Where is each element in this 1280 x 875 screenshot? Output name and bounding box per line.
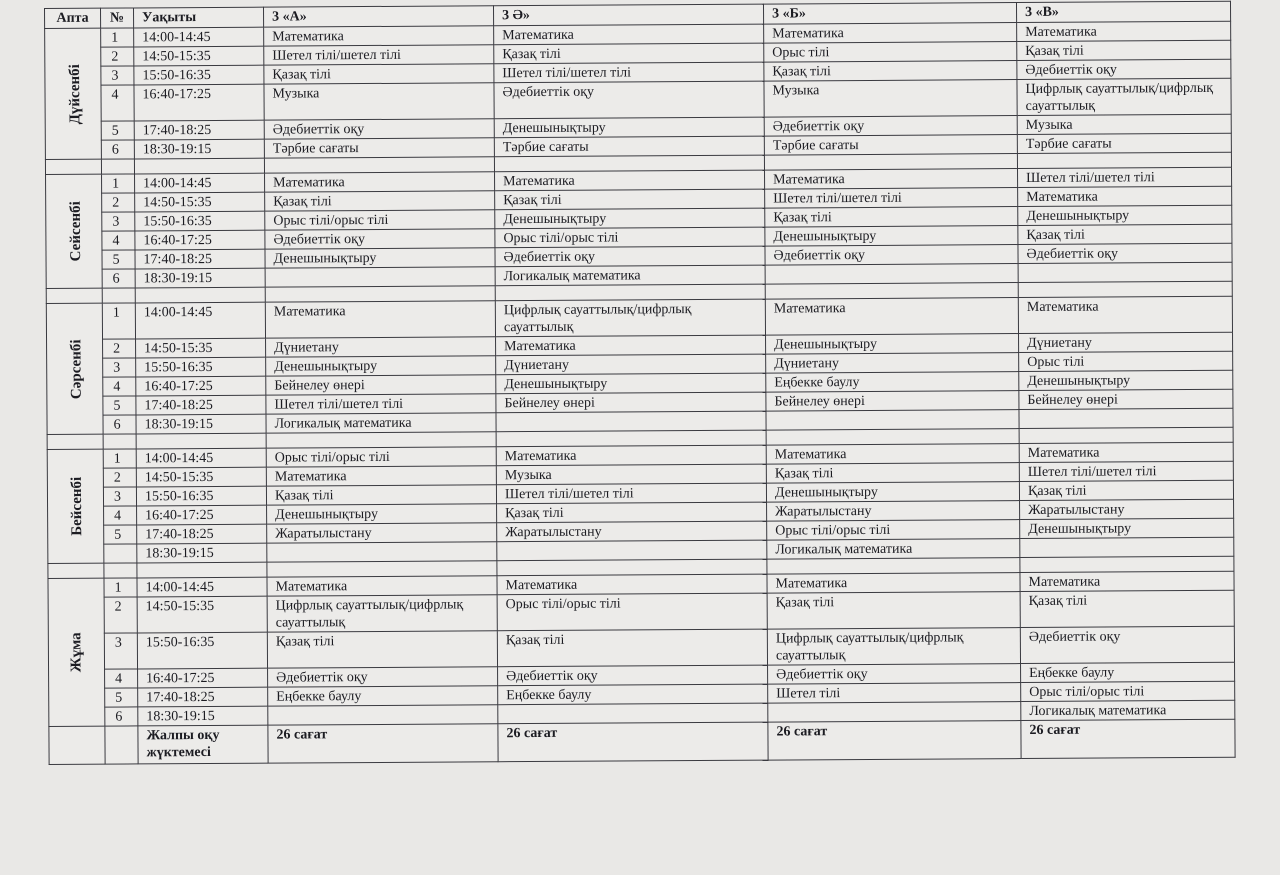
subject-cell: Математика — [497, 574, 767, 595]
subject-cell: Еңбекке баулу — [766, 372, 1019, 393]
subject-cell: Логикалық математика — [266, 413, 496, 433]
header-class-3v: 3 «В» — [1016, 1, 1230, 22]
subject-cell: Цифрлық сауаттылық/цифрлық сауаттылық — [1017, 78, 1231, 115]
subject-cell: Математика — [266, 466, 496, 486]
subject-cell: Әдебиеттік оқу — [764, 116, 1017, 137]
subject-cell: Денешынықтыру — [267, 504, 497, 524]
subject-cell: Цифрлық сауаттылық/цифрлық сауаттылық — [495, 299, 765, 337]
lesson-time: 17:40-18:25 — [137, 524, 267, 544]
empty-cell — [1017, 152, 1231, 168]
subject-cell: Дүниетану — [766, 353, 1019, 374]
timetable-body — [45, 21, 1235, 764]
lesson-number: 1 — [102, 303, 135, 339]
day-name: Сәрсенбі — [68, 338, 85, 399]
lesson-time: 18:30-19:15 — [135, 268, 265, 288]
header-class-3a: 3 «А» — [263, 6, 493, 27]
subject-cell: Орыс тілі/орыс тілі — [767, 520, 1020, 541]
subject-cell: Еңбекке баулу — [498, 684, 768, 705]
subject-cell — [498, 703, 768, 724]
empty-cell — [266, 432, 496, 448]
subject-cell: Дүниетану — [496, 354, 766, 375]
subject-cell: Бейнелеу өнері — [766, 391, 1019, 412]
subject-cell: Математика — [267, 576, 497, 596]
subject-cell: Қазақ тілі — [494, 43, 764, 64]
subject-cell: Математика — [1020, 571, 1234, 591]
lesson-number: 3 — [101, 66, 134, 85]
subject-cell: Жаратылыстану — [767, 501, 1020, 522]
lesson-time: 15:50-16:35 — [136, 486, 266, 506]
day-cell — [45, 28, 102, 159]
day-cell — [46, 303, 103, 434]
subject-cell: Логикалық математика — [767, 539, 1020, 560]
lesson-number: 3 — [103, 358, 136, 377]
lesson-time: 16:40-17:25 — [134, 84, 264, 121]
subject-cell: Тәрбие сағаты — [764, 135, 1017, 156]
subject-cell — [496, 411, 766, 432]
subject-cell: Тәрбие сағаты — [1017, 133, 1231, 153]
subject-cell: Математика — [496, 335, 766, 356]
empty-cell — [46, 288, 102, 303]
subject-cell: Әдебиеттік оқу — [498, 665, 768, 686]
subject-cell: Цифрлық сауаттылық/цифрлық сауаттылық — [767, 628, 1020, 666]
lesson-number: 4 — [102, 231, 135, 250]
day-name: Бейсенбі — [68, 476, 86, 536]
subject-cell: Еңбекке баулу — [1021, 662, 1235, 682]
timetable — [44, 1, 1236, 765]
lesson-number: 5 — [105, 688, 138, 707]
subject-cell — [1018, 262, 1232, 282]
lesson-time: 15:50-16:35 — [135, 211, 265, 231]
subject-cell: Денешынықтыру — [494, 117, 764, 138]
day-name: Сейсенбі — [67, 201, 85, 262]
lesson-time: 16:40-17:25 — [135, 230, 265, 250]
lesson-number: 4 — [103, 377, 136, 396]
subject-cell: Математика — [494, 24, 764, 45]
empty-cell — [265, 286, 495, 302]
subject-cell: Қазақ тілі — [495, 189, 765, 210]
lesson-time: 17:40-18:25 — [136, 395, 266, 415]
subject-cell: Денешынықтыру — [1018, 205, 1232, 225]
subject-cell: Орыс тілі/орыс тілі — [1021, 681, 1235, 701]
subject-cell — [267, 542, 497, 562]
subject-cell: Музыка — [764, 80, 1017, 118]
lesson-time: 14:00-14:45 — [134, 27, 264, 47]
subject-cell — [766, 410, 1019, 431]
empty-cell — [1019, 427, 1233, 443]
header-time: Уақыты — [134, 7, 264, 28]
subject-cell: Қазақ тілі — [765, 207, 1018, 228]
lesson-time: 16:40-17:25 — [137, 505, 267, 525]
lesson-time: 17:40-18:25 — [138, 687, 268, 707]
subject-cell — [1019, 408, 1233, 428]
total-hours: 26 сағат — [768, 721, 1021, 761]
subject-cell: Қазақ тілі — [265, 191, 495, 211]
total-load-label: Жалпы оқу жүктемесі — [138, 725, 268, 764]
lesson-number: 2 — [104, 597, 137, 633]
day-cell — [46, 174, 103, 288]
lesson-time: 15:50-16:35 — [137, 632, 267, 669]
empty-cell — [497, 559, 767, 576]
subject-cell: Әдебиеттік оқу — [264, 119, 494, 139]
subject-cell: Әдебиеттік оқу — [1018, 243, 1232, 263]
subject-cell — [768, 702, 1021, 723]
header-class-3b: 3 «Б» — [763, 3, 1016, 25]
total-hours: 26 сағат — [268, 724, 498, 763]
lesson-time: 18:30-19:15 — [134, 139, 264, 159]
subject-cell: Орыс тілі/орыс тілі — [265, 210, 495, 230]
subject-cell: Шетел тілі/шетел тілі — [1017, 167, 1231, 187]
empty-cell — [136, 433, 266, 449]
subject-cell: Тәрбие сағаты — [264, 138, 494, 158]
lesson-number: 4 — [101, 85, 134, 121]
empty-cell — [764, 154, 1017, 171]
empty-cell — [767, 558, 1020, 575]
subject-cell: Әдебиеттік оқу — [265, 229, 495, 249]
subject-cell: Денешынықтыру — [1020, 518, 1234, 538]
subject-cell: Орыс тілі/орыс тілі — [497, 593, 767, 631]
subject-cell: Математика — [1019, 442, 1233, 462]
empty-cell — [103, 434, 136, 449]
subject-cell: Шетел тілі/шетел тілі — [496, 483, 766, 504]
header-class-3ae: 3 Ә» — [493, 4, 763, 26]
lesson-time: 18:30-19:15 — [137, 543, 267, 563]
empty-cell — [495, 284, 765, 301]
subject-cell: Цифрлық сауаттылық/цифрлық сауаттылық — [267, 595, 497, 632]
empty-cell — [45, 159, 101, 174]
subject-cell: Әдебиеттік оқу — [765, 245, 1018, 266]
subject-cell: Музыка — [496, 464, 766, 485]
subject-cell: Әдебиеттік оқу — [768, 664, 1021, 685]
lesson-number: 5 — [103, 396, 136, 415]
lesson-number: 3 — [102, 212, 135, 231]
lesson-time: 14:00-14:45 — [136, 448, 266, 468]
lesson-number: 5 — [104, 525, 137, 544]
timetable-sheet — [44, 1, 1235, 765]
day-name: Дүйсенбі — [66, 63, 84, 125]
lesson-time: 14:00-14:45 — [135, 302, 265, 339]
lesson-time: 14:50-15:35 — [136, 338, 266, 358]
header-number: № — [101, 8, 134, 28]
subject-cell: Математика — [1018, 296, 1232, 333]
lesson-time: 16:40-17:25 — [138, 668, 268, 688]
lesson-time: 14:50-15:35 — [137, 596, 267, 633]
total-load-row — [49, 719, 1235, 764]
lesson-number: 5 — [102, 250, 135, 269]
lesson-number: 6 — [105, 707, 138, 726]
subject-cell: Денешынықтыру — [766, 482, 1019, 503]
lesson-time: 16:40-17:25 — [136, 376, 266, 396]
day-cell — [48, 578, 105, 726]
lesson-time: 15:50-16:35 — [136, 357, 266, 377]
subject-cell: Тәрбие сағаты — [494, 136, 764, 157]
subject-cell: Дүниетану — [1019, 332, 1233, 352]
subject-cell: Қазақ тілі — [497, 629, 767, 667]
empty-cell — [496, 430, 766, 447]
subject-cell — [497, 540, 767, 561]
empty-cell — [49, 726, 105, 764]
subject-cell: Қазақ тілі — [1020, 590, 1234, 627]
subject-cell: Денешынықтыру — [265, 248, 495, 268]
subject-cell: Жаратылыстану — [1020, 499, 1234, 519]
subject-cell: Денешынықтыру — [766, 334, 1019, 355]
lesson-number: 2 — [103, 468, 136, 487]
lesson-number: 2 — [102, 193, 135, 212]
header-week: Апта — [45, 8, 101, 28]
subject-cell — [765, 264, 1018, 285]
subject-cell: Математика — [495, 170, 765, 191]
empty-cell — [494, 155, 764, 172]
lesson-time: 14:50-15:35 — [135, 192, 265, 212]
subject-cell: Әдебиеттік оқу — [268, 667, 498, 687]
subject-cell: Орыс тілі/орыс тілі — [266, 447, 496, 467]
day-name: Жұма — [67, 632, 85, 673]
subject-cell: Шетел тілі/шетел тілі — [1019, 461, 1233, 481]
total-hours: 26 сағат — [498, 722, 768, 762]
lesson-number: 3 — [104, 633, 137, 669]
subject-cell: Орыс тілі — [1019, 351, 1233, 371]
subject-cell: Шетел тілі/шетел тілі — [765, 188, 1018, 209]
lesson-number: 4 — [104, 506, 137, 525]
subject-cell: Әдебиеттік оқу — [1017, 59, 1231, 79]
subject-cell: Орыс тілі — [764, 42, 1017, 63]
subject-cell: Шетел тілі/шетел тілі — [494, 62, 764, 83]
subject-cell: Қазақ тілі — [1018, 224, 1232, 244]
lesson-time: 14:50-15:35 — [136, 467, 266, 487]
lesson-time: 14:50-15:35 — [134, 46, 264, 66]
subject-cell: Қазақ тілі — [1019, 480, 1233, 500]
subject-cell: Логикалық математика — [495, 265, 765, 286]
empty-cell — [264, 157, 494, 173]
lesson-number: 6 — [102, 269, 135, 288]
subject-cell: Математика — [765, 169, 1018, 190]
subject-cell: Қазақ тілі — [1017, 40, 1231, 60]
lesson-time: 18:30-19:15 — [138, 706, 268, 726]
empty-cell — [48, 563, 104, 578]
subject-cell: Математика — [1017, 21, 1231, 41]
subject-cell: Денешынықтыру — [765, 226, 1018, 247]
subject-cell: Денешынықтыру — [495, 208, 765, 229]
subject-cell: Әдебиеттік оқу — [1020, 626, 1234, 663]
lesson-time: 18:30-19:15 — [136, 414, 266, 434]
subject-cell: Математика — [764, 23, 1017, 44]
subject-cell: Жаратылыстану — [497, 521, 767, 542]
subject-cell: Қазақ тілі — [266, 485, 496, 505]
lesson-time: 17:40-18:25 — [135, 249, 265, 269]
lesson-number: 2 — [103, 339, 136, 358]
subject-cell: Бейнелеу өнері — [1019, 389, 1233, 409]
subject-cell: Математика — [766, 444, 1019, 465]
empty-cell — [1018, 281, 1232, 297]
subject-cell: Бейнелеу өнері — [266, 375, 496, 395]
lesson-time: 14:00-14:45 — [137, 577, 267, 597]
subject-cell: Логикалық математика — [1021, 700, 1235, 720]
subject-cell: Математика — [264, 26, 494, 46]
subject-cell: Қазақ тілі — [764, 61, 1017, 82]
subject-cell — [265, 267, 495, 287]
lesson-number: 6 — [103, 415, 136, 434]
subject-cell: Қазақ тілі — [766, 463, 1019, 484]
empty-cell — [104, 563, 137, 578]
subject-cell — [268, 705, 498, 725]
lesson-number: 1 — [103, 449, 136, 468]
subject-cell: Музыка — [1017, 114, 1231, 134]
subject-cell: Еңбекке баулу — [268, 686, 498, 706]
lesson-number: 6 — [101, 140, 134, 159]
empty-cell — [102, 288, 135, 303]
subject-cell: Орыс тілі/орыс тілі — [495, 227, 765, 248]
subject-cell: Әдебиеттік оқу — [495, 246, 765, 267]
subject-cell: Шетел тілі/шетел тілі — [266, 394, 496, 414]
total-hours: 26 сағат — [1021, 719, 1235, 758]
subject-cell: Жаратылыстану — [267, 523, 497, 543]
empty-cell — [135, 287, 265, 303]
subject-cell: Математика — [265, 172, 495, 192]
subject-cell: Музыка — [264, 83, 494, 120]
subject-cell: Денешынықтыру — [496, 373, 766, 394]
empty-cell — [137, 562, 267, 578]
subject-cell: Математика — [765, 298, 1018, 336]
subject-cell: Қазақ тілі — [497, 502, 767, 523]
subject-cell: Әдебиеттік оқу — [494, 81, 764, 119]
lesson-number: 1 — [102, 174, 135, 193]
lesson-time: 17:40-18:25 — [134, 120, 264, 140]
lesson-number: 1 — [104, 578, 137, 597]
subject-cell: Математика — [1018, 186, 1232, 206]
subject-cell: Қазақ тілі — [264, 64, 494, 84]
lesson-number: 5 — [101, 121, 134, 140]
empty-cell — [765, 283, 1018, 300]
empty-cell — [1020, 556, 1234, 572]
lesson-number: 1 — [101, 28, 134, 47]
day-cell — [47, 449, 104, 563]
empty-cell — [134, 158, 264, 174]
lesson-number: 2 — [101, 47, 134, 66]
empty-cell — [47, 434, 103, 449]
subject-cell: Денешынықтыру — [1019, 370, 1233, 390]
subject-cell: Денешынықтыру — [266, 356, 496, 376]
subject-cell: Шетел тілі/шетел тілі — [264, 45, 494, 65]
empty-cell — [766, 429, 1019, 446]
subject-cell: Математика — [496, 445, 766, 466]
lesson-time: 15:50-16:35 — [134, 65, 264, 85]
subject-cell: Қазақ тілі — [267, 631, 497, 668]
subject-cell: Математика — [767, 573, 1020, 594]
lesson-time: 14:00-14:45 — [135, 173, 265, 193]
empty-cell — [101, 159, 134, 174]
subject-cell: Бейнелеу өнері — [496, 392, 766, 413]
subject-cell: Шетел тілі — [768, 683, 1021, 704]
lesson-number: 4 — [105, 669, 138, 688]
subject-cell: Қазақ тілі — [767, 592, 1020, 630]
empty-cell — [267, 561, 497, 577]
lesson-number: 3 — [103, 487, 136, 506]
lesson-number — [104, 544, 137, 563]
subject-cell: Математика — [265, 301, 495, 338]
subject-cell: Дүниетану — [266, 337, 496, 357]
subject-cell — [1020, 537, 1234, 557]
empty-cell — [105, 726, 138, 764]
